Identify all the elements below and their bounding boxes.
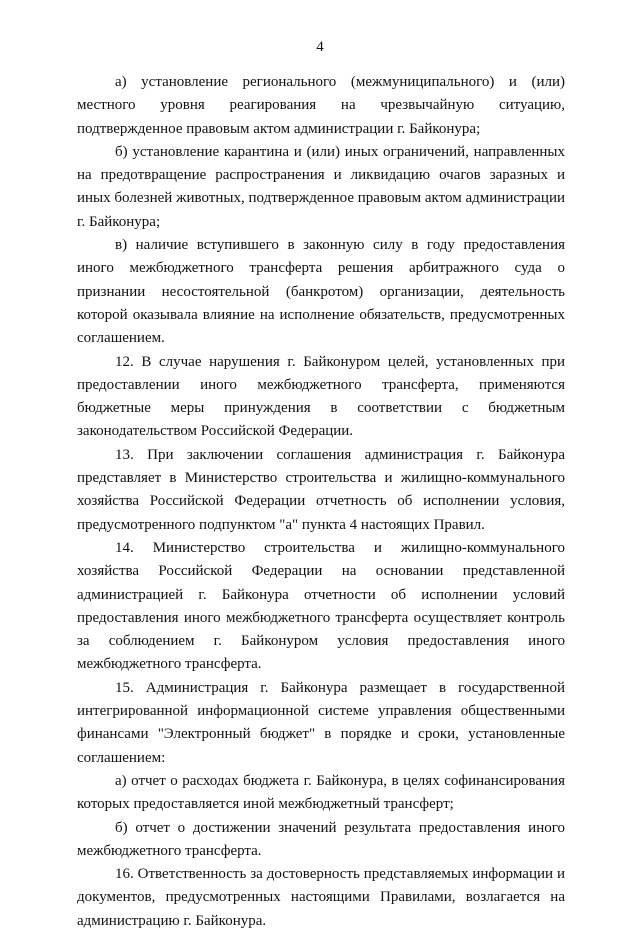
paragraph-item-16: 16. Ответственность за достоверность представляемых информации и документов, предусмотренных настоящими Правилами, возлагается на администрацию г. Байконура.: [77, 866, 565, 929]
paragraph-subitem-b: б) установление карантина и (или) иных ограничений, направленных на предотвращение распространения и ликвидацию очагов заразных и иных болезней животных, подтвержденное правовым актом администрации г. Байконура;: [77, 143, 565, 230]
paragraph-item-15: 15. Администрация г. Байконура размещает в государственной интегрированной информационной системе управления общественными финансами "Электронный бюджет" в порядке и сроки, установленные соглашением:: [77, 679, 565, 766]
page-number: 4: [316, 39, 324, 55]
paragraph-item-15-subitem-a: а) отчет о расходах бюджета г. Байконура, в целях софинансирования которых предоставляется иной межбюджетный трансферт;: [77, 772, 565, 813]
document-body: [77, 71, 565, 933]
paragraph-item-13: 13. При заключении соглашения администрация г. Байконура представляет в Министерство строительства и жилищно-коммунального хозяйства Российской Федерации отчетность об исполнении условия, предусмотренного подпунктом "а" пункта 4 настоящих Правил.: [77, 446, 565, 533]
paragraph-item-14: 14. Министерство строительства и жилищно-коммунального хозяйства Российской Федерации на основании представленной администрацией г. Байконура отчетности об исполнении условий предоставления иного межбюджетного трансферта осуществляет контроль за соблюдением г. Байконуром условия предоставления иного межбюджетного трансферта.: [77, 539, 565, 673]
paragraph-subitem-v: в) наличие вступившего в законную силу в году предоставления иного межбюджетного трансферта решения арбитражного суда о признании несостоятельной (банкротом) организации, деятельность которой оказывала влияние на исполнение обязательств, предусмотренных соглашением.: [77, 237, 565, 347]
paragraph-item-15-subitem-b: б) отчет о достижении значений результата предоставления иного межбюджетного трансферта.: [77, 819, 565, 859]
paragraph-subitem-a: а) установление регионального (межмуниципального) и (или) местного уровня реагирования на чрезвычайную ситуацию, подтвержденное правовым актом администрации г. Байконура;: [77, 74, 565, 137]
paragraph-item-12: 12. В случае нарушения г. Байконуром целей, установленных при предоставлении иного межбюджетного трансферта, применяются бюджетные меры принуждения в соответствии с бюджетным законодательством Российской Федерации.: [77, 353, 565, 440]
